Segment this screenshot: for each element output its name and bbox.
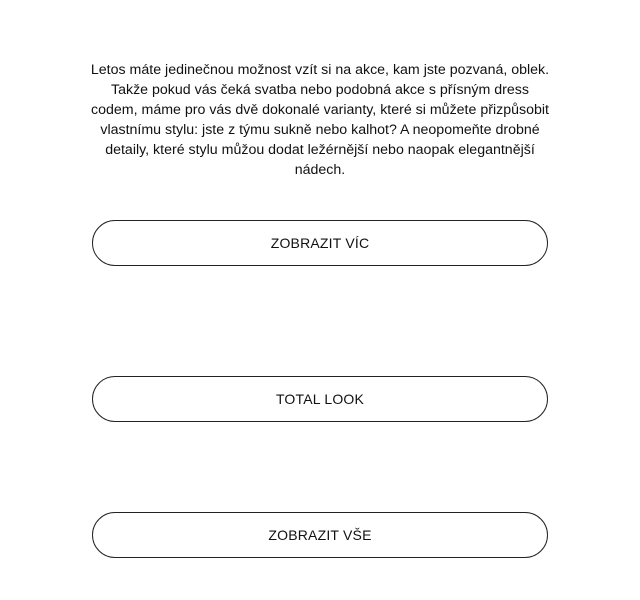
intro-paragraph: Letos máte jedinečnou možnost vzít si na akce, kam jste pozvaná, oblek. Takže pokud vás čeká svatba nebo podobná akce s přísným dress codem, máme pro vás dvě dokonalé varianty, které si můžete přizpůsobit vlastnímu stylu: jste z týmu sukně nebo kalhot? A neopomeňte drobné detaily, které stylu můžou dodat ležérnější nebo naopak elegantnější nádech.	[90, 62, 550, 178]
show-more-button[interactable]: ZOBRAZIT VÍC	[92, 220, 548, 266]
show-all-button[interactable]: ZOBRAZIT VŠE	[92, 512, 548, 558]
total-look-button[interactable]: TOTAL LOOK	[92, 376, 548, 422]
